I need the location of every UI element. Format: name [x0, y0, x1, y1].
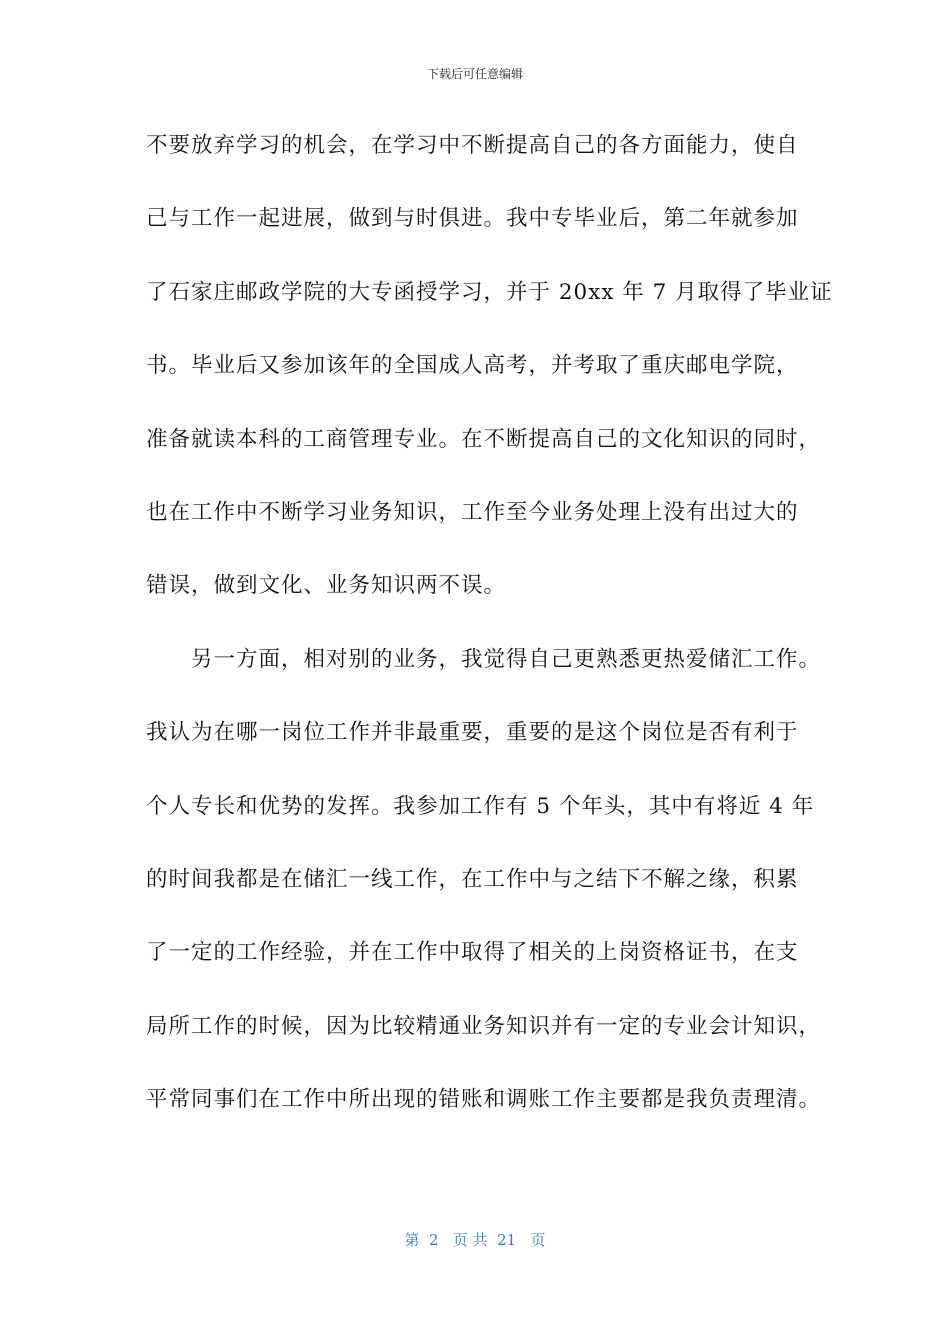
body-line-6: 也在工作中不断学习业务知识，工作至今业务处理上没有出过大的 [146, 499, 799, 525]
body-line-11: 的时间我都是在储汇一线工作，在工作中与之结下不解之缘，积累 [146, 866, 799, 892]
body-line-13: 局所工作的时候，因为比较精通业务知识并有一定的专业会计知识， [146, 1013, 822, 1039]
body-line-9: 我认为在哪一岗位工作并非最重要，重要的是这个岗位是否有利于 [146, 720, 799, 746]
body-line-4: 书。毕业后又参加该年的全国成人高考，并考取了重庆邮电学院， [146, 353, 799, 379]
document-body [146, 126, 833, 1153]
body-line-5: 准备就读本科的工商管理专业。在不断提高自己的文化知识的同时， [146, 426, 822, 452]
body-line-7: 错误，做到文化、业务知识两不误。 [146, 573, 507, 599]
page-footer: 第 2 页 共 21 页 [404, 1231, 546, 1249]
body-line-14: 平常同事们在工作中所出现的错账和调账工作主要都是我负责理清。 [146, 1087, 822, 1113]
body-line-1: 不要放弃学习的机会，在学习中不断提高自己的各方面能力，使自 [146, 133, 799, 158]
body-line-10: 个人专长和优势的发挥。我参加工作有 5 个年头，其中有将近 4 年 [146, 793, 815, 819]
body-line-12: 了一定的工作经验，并在工作中取得了相关的上岗资格证书，在支 [146, 940, 799, 966]
page-header: 下载后可任意编辑 [426, 67, 523, 81]
body-line-8: 另一方面，相对别的业务，我觉得自己更熟悉更热爱储汇工作。 [146, 646, 822, 672]
body-line-3: 了石家庄邮政学院的大专函授学习，并于 20xx 年 7 月取得了毕业证 [146, 279, 833, 305]
body-line-2: 己与工作一起进展，做到与时俱进。我中专毕业后，第二年就参加 [146, 206, 799, 232]
